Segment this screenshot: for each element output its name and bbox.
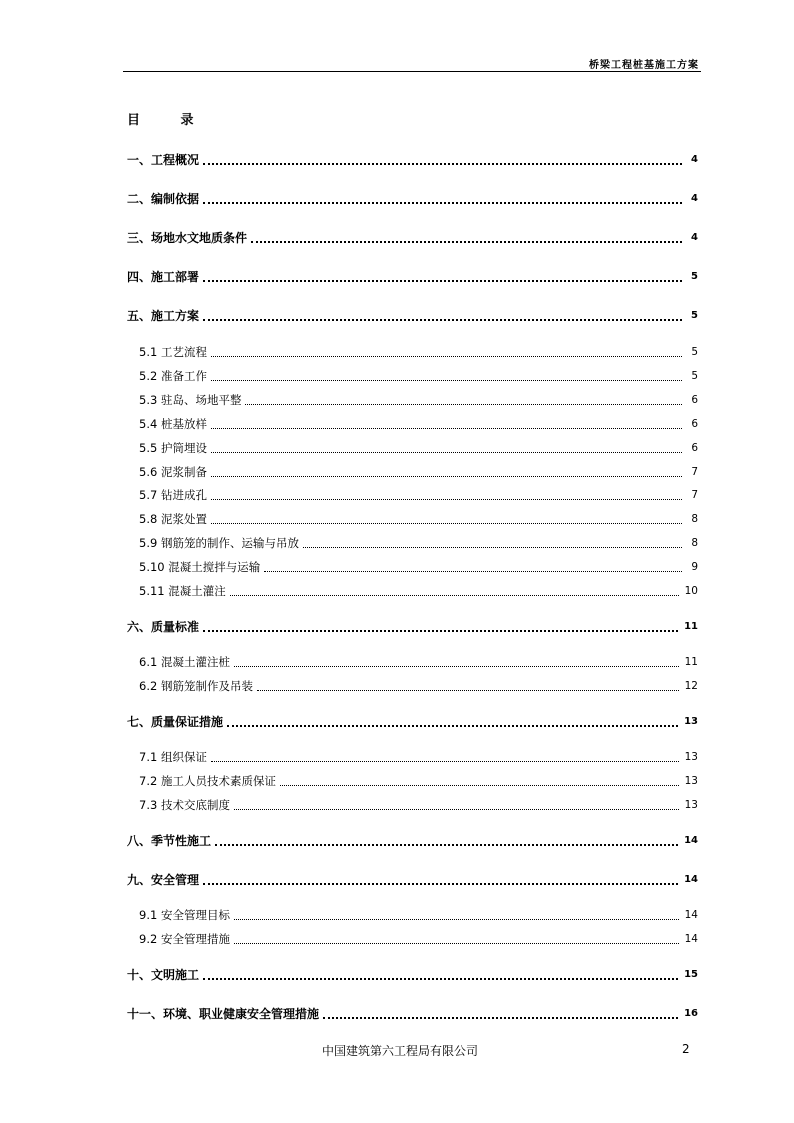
toc-entry[interactable] [139, 463, 698, 479]
footer-company: 中国建筑第六工程局有限公司 [321, 1044, 478, 1058]
toc-leader-dots [211, 452, 682, 453]
toc-entry-label: 6.1 混凝土灌注桩 [139, 655, 230, 669]
toc-leader-dots [264, 571, 682, 572]
toc-entry[interactable] [127, 618, 698, 634]
toc-entry-page: 11 [684, 656, 698, 668]
toc-entry-label: 七、质量保证措施 [127, 715, 224, 729]
toc-entry-page: 8 [691, 537, 698, 549]
toc-leader-dots [203, 978, 678, 980]
toc-title: 目 录 [127, 113, 212, 128]
toc-entry-page: 13 [684, 775, 698, 787]
toc-entry-page: 5 [691, 370, 698, 382]
toc-entry[interactable] [139, 486, 698, 502]
header-title: 桥梁工程桩基施工方案 [589, 60, 699, 71]
toc-entry-label: 5.2 准备工作 [139, 369, 207, 383]
toc-leader-dots [251, 241, 682, 243]
toc-entry[interactable] [127, 151, 698, 167]
toc-entry-label: 5.3 驻岛、场地平整 [139, 393, 242, 407]
toc-entry[interactable] [139, 772, 698, 788]
toc-entry-label: 5.5 护筒埋设 [139, 441, 207, 455]
toc-entry-label: 5.11 混凝土灌注 [139, 584, 226, 598]
toc-leader-dots [211, 476, 682, 477]
toc-leader-dots [203, 202, 682, 204]
toc-leader-dots [211, 428, 682, 429]
toc-entry[interactable] [139, 510, 698, 526]
toc-leader-dots [227, 725, 678, 727]
toc-entry-page: 7 [691, 489, 698, 501]
toc-entry[interactable] [127, 268, 698, 284]
toc-entry-page: 16 [684, 1008, 698, 1019]
toc-entry-label: 9.2 安全管理措施 [139, 932, 230, 946]
toc-leader-dots [234, 943, 679, 944]
toc-entry[interactable] [139, 534, 698, 550]
toc-entry[interactable] [127, 966, 698, 982]
toc-leader-dots [211, 380, 682, 381]
toc-entry[interactable] [127, 307, 698, 323]
toc-entry[interactable] [139, 796, 698, 812]
toc-entry[interactable] [139, 343, 698, 359]
toc-entry[interactable] [139, 930, 698, 946]
toc-entry[interactable] [139, 582, 698, 598]
toc-entry-page: 10 [684, 585, 698, 597]
toc-entry[interactable] [127, 832, 698, 848]
toc-entry-page: 14 [684, 835, 698, 846]
toc-entry-label: 7.2 施工人员技术素质保证 [139, 774, 276, 788]
toc-entry-page: 13 [684, 799, 698, 811]
toc-leader-dots [203, 883, 678, 885]
toc-entry[interactable] [127, 229, 698, 245]
toc-leader-dots [211, 761, 679, 762]
toc-entry-page: 7 [691, 466, 698, 478]
toc-entry-label: 六、质量标准 [127, 620, 200, 634]
toc-entry-page: 15 [684, 969, 698, 980]
toc-entry-page: 6 [691, 394, 698, 406]
toc-leader-dots [211, 499, 682, 500]
toc-entry-page: 14 [684, 933, 698, 945]
toc-entry-page: 13 [684, 716, 698, 727]
toc-entry[interactable] [127, 1005, 698, 1021]
toc-entry[interactable] [139, 677, 698, 693]
toc-entry[interactable] [139, 558, 698, 574]
toc-leader-dots [203, 280, 682, 282]
toc-entry-page: 6 [691, 418, 698, 430]
toc-entry-label: 5.9 钢筋笼的制作、运输与吊放 [139, 536, 299, 550]
toc-entry-label: 一、工程概况 [127, 153, 200, 167]
toc-leader-dots [234, 666, 679, 667]
footer-page-number: 2 [682, 1042, 690, 1056]
toc-leader-dots [234, 809, 679, 810]
toc-leader-dots [280, 785, 679, 786]
toc-leader-dots [203, 163, 682, 165]
toc-entry[interactable] [127, 871, 698, 887]
toc-entry[interactable] [127, 713, 698, 729]
toc-entry-label: 二、编制依据 [127, 192, 200, 206]
toc-entry-label: 7.1 组织保证 [139, 750, 207, 764]
toc-leader-dots [257, 690, 679, 691]
toc-entry[interactable] [139, 415, 698, 431]
toc-entry-label: 9.1 安全管理目标 [139, 908, 230, 922]
toc-leader-dots [211, 356, 682, 357]
toc-entry-label: 5.4 桩基放样 [139, 417, 207, 431]
toc-entry[interactable] [139, 906, 698, 922]
toc-entry-page: 8 [691, 513, 698, 525]
toc-entry-label: 十、文明施工 [127, 968, 200, 982]
toc-entry-label: 三、场地水文地质条件 [127, 231, 248, 245]
toc-entry-page: 13 [684, 751, 698, 763]
toc-entry-label: 十一、环境、职业健康安全管理措施 [127, 1007, 320, 1021]
toc-entry-page: 6 [691, 442, 698, 454]
header-rule [123, 71, 701, 72]
toc-leader-dots [230, 595, 679, 596]
toc-entry[interactable] [139, 439, 698, 455]
toc-leader-dots [234, 919, 679, 920]
toc-entry[interactable] [139, 391, 698, 407]
toc-leader-dots [203, 319, 682, 321]
toc-entry-label: 5.7 钻进成孔 [139, 488, 207, 502]
toc-entry-label: 5.10 混凝土搅拌与运输 [139, 560, 261, 574]
toc-entry[interactable] [139, 653, 698, 669]
toc-leader-dots [323, 1017, 678, 1019]
toc-entry-page: 14 [684, 909, 698, 921]
toc-entry-label: 五、施工方案 [127, 309, 200, 323]
toc-entry-page: 4 [691, 193, 698, 204]
toc-leader-dots [211, 523, 682, 524]
toc-entry-page: 4 [691, 232, 698, 243]
toc-entry[interactable] [139, 748, 698, 764]
toc-entry-label: 四、施工部署 [127, 270, 200, 284]
toc-entry-label: 八、季节性施工 [127, 834, 212, 848]
toc-leader-dots [203, 630, 678, 632]
toc-entry-label: 5.1 工艺流程 [139, 345, 207, 359]
toc-entry-label: 5.6 泥浆制备 [139, 465, 207, 479]
toc-entry-page: 4 [691, 154, 698, 165]
toc-entry-label: 5.8 泥浆处置 [139, 512, 207, 526]
toc-entry-page: 14 [684, 874, 698, 885]
toc-leader-dots [303, 547, 682, 548]
toc-entry-page: 9 [691, 561, 698, 573]
toc-entry-page: 5 [691, 271, 698, 282]
toc-entry-label: 九、安全管理 [127, 873, 200, 887]
toc-entry-page: 5 [691, 346, 698, 358]
toc-entry-page: 11 [684, 621, 698, 632]
toc-entry[interactable] [127, 190, 698, 206]
toc-entry-page: 12 [684, 680, 698, 692]
toc-entry[interactable] [139, 367, 698, 383]
toc-leader-dots [245, 404, 682, 405]
toc-entry-label: 7.3 技术交底制度 [139, 798, 230, 812]
toc-entry-page: 5 [691, 310, 698, 321]
toc-leader-dots [215, 844, 678, 846]
toc-entry-label: 6.2 钢筋笼制作及吊装 [139, 679, 253, 693]
